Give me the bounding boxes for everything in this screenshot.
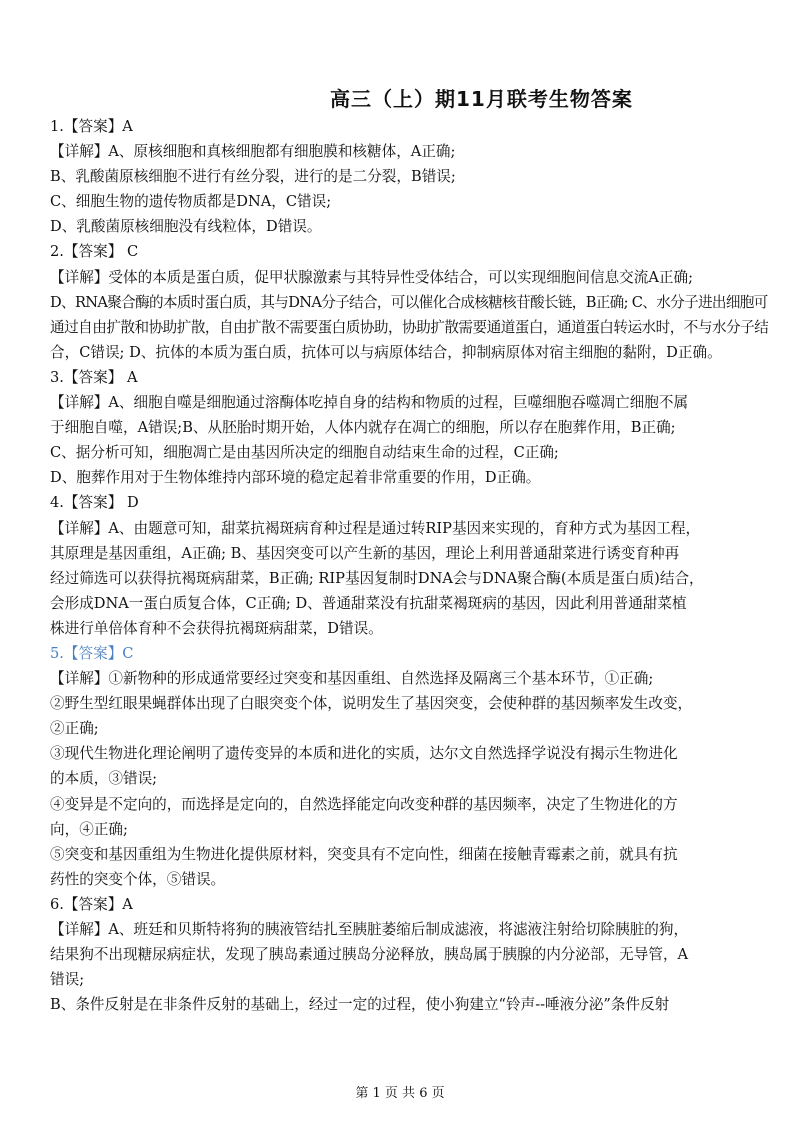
page-title: 高三（上）期11月联考生物答案 — [330, 87, 633, 111]
text-line: ③现代生物进化理论阐明了遗传变异的本质和进化的实质，达尔文自然选择学说没有揭示生物进化 — [50, 745, 678, 763]
text-line: 3.【答案】 A — [50, 368, 138, 386]
text-line: 【详解】A、由题意可知，甜菜抗褐斑病育种过程是通过转RIP基因来实现的，育种方式为基因工程， — [50, 519, 701, 537]
page-footer: 第 1 页 共 6 页 — [355, 1086, 445, 1101]
text-line: 株进行单倍体育种不会获得抗褐斑病甜菜，D错误。 — [50, 619, 383, 637]
text-line: 经过筛选可以获得抗褐斑病甜菜，B正确; RIP基因复制时DNA会与DNA聚合酶(本质是蛋白质)结合， — [50, 569, 704, 587]
text-line: 的本质，③错误; — [50, 770, 158, 788]
text-line: 【详解】受体的本质是蛋白质，促甲状腺激素与其特异性受体结合，可以实现细胞间信息交流A正确; — [50, 268, 693, 286]
text-line: 合，C错误; D、抗体的本质为蛋白质，抗体可以与病原体结合，抑制病原体对宿主细胞的黏附，D正确。 — [50, 343, 722, 361]
text-line: D、RNA聚合酶的本质时蛋白质，其与DNA分子结合，可以催化合成核糖核苷酸长链，B正确; C、水分子进出细胞可 — [50, 293, 768, 311]
text-line: 5.【答案】C — [50, 644, 134, 662]
text-line: 向，④正确; — [50, 820, 128, 838]
answer-body — [50, 114, 768, 1017]
text-line: B、乳酸菌原核细胞不进行有丝分裂，进行的是二分裂，B错误; — [50, 168, 456, 186]
text-line: C、据分析可知，细胞凋亡是由基因所决定的细胞自动结束生命的过程，C正确; — [50, 444, 559, 462]
text-line: 【详解】①新物种的形成通常要经过突变和基因重组、自然选择及隔离三个基本环节，①正确; — [50, 670, 654, 688]
text-line: B、条件反射是在非条件反射的基础上，经过一定的过程，使小狗建立“铃声--唾液分泌”条件反射 — [50, 996, 670, 1014]
text-line: 【详解】A、细胞自噬是细胞通过溶酶体吃掉自身的结构和物质的过程，巨噬细胞吞噬凋亡细胞不属 — [50, 394, 689, 412]
text-line: D、乳酸菌原核细胞没有线粒体，D错误。 — [50, 218, 322, 236]
text-line: 2.【答案】 C — [50, 243, 139, 261]
text-line: 1.【答案】A — [50, 118, 133, 135]
text-line: 【详解】A、班廷和贝斯特将狗的胰液管结扎至胰脏萎缩后制成滤液，将滤液注射给切除胰脏的狗， — [50, 921, 689, 938]
text-line: 药性的突变个体，⑤错误。 — [50, 870, 226, 888]
text-line: ④变异是不定向的，而选择是定向的，自然选择能定向改变种群的基因频率，决定了生物进化的方 — [50, 795, 678, 813]
text-line: 4.【答案】 D — [50, 494, 139, 512]
text-line: ⑤突变和基因重组为生物进化提供原材料，突变具有不定向性，细菌在接触青霉素之前，就具有抗 — [50, 845, 678, 863]
text-line: ②正确; — [50, 720, 99, 738]
text-line: 结果狗不出现糖尿病症状，发现了胰岛素通过胰岛分泌释放，胰岛属于胰腺的内分泌部，无导管，A — [50, 946, 689, 964]
text-line: 6.【答案】A — [50, 895, 133, 913]
text-line: 于细胞自噬，A错误;B、从胚胎时期开始，人体内就存在凋亡的细胞，所以存在胞葬作用，B正确; — [50, 419, 676, 437]
text-line: 通过自由扩散和协助扩散，自由扩散不需要蛋白质协助，协助扩散需要通道蛋白，通道蛋白转运水时，不与水分子结 — [50, 318, 768, 336]
text-line: 其原理是基因重组，A正确; B、基因突变可以产生新的基因，理论上利用普通甜菜进行诱变育种再 — [50, 544, 680, 562]
text-line: ②野生型红眼果蝇群体出现了白眼突变个体，说明发生了基因突变，会使种群的基因频率发生改变， — [50, 695, 693, 713]
text-line: C、细胞生物的遗传物质都是DNA，C错误; — [50, 193, 332, 211]
text-line: D、胞葬作用对于生物体维持内部环境的稳定起着非常重要的作用，D正确。 — [50, 469, 541, 487]
text-line: 【详解】A、原核细胞和真核细胞都有细胞膜和核糖体，A正确; — [50, 143, 456, 161]
text-line: 会形成DNA一蛋白质复合体，C正确; D、普通甜菜没有抗甜菜褐斑病的基因，因此利用普通甜菜植 — [50, 594, 687, 612]
text-line: 错误; — [50, 971, 85, 989]
